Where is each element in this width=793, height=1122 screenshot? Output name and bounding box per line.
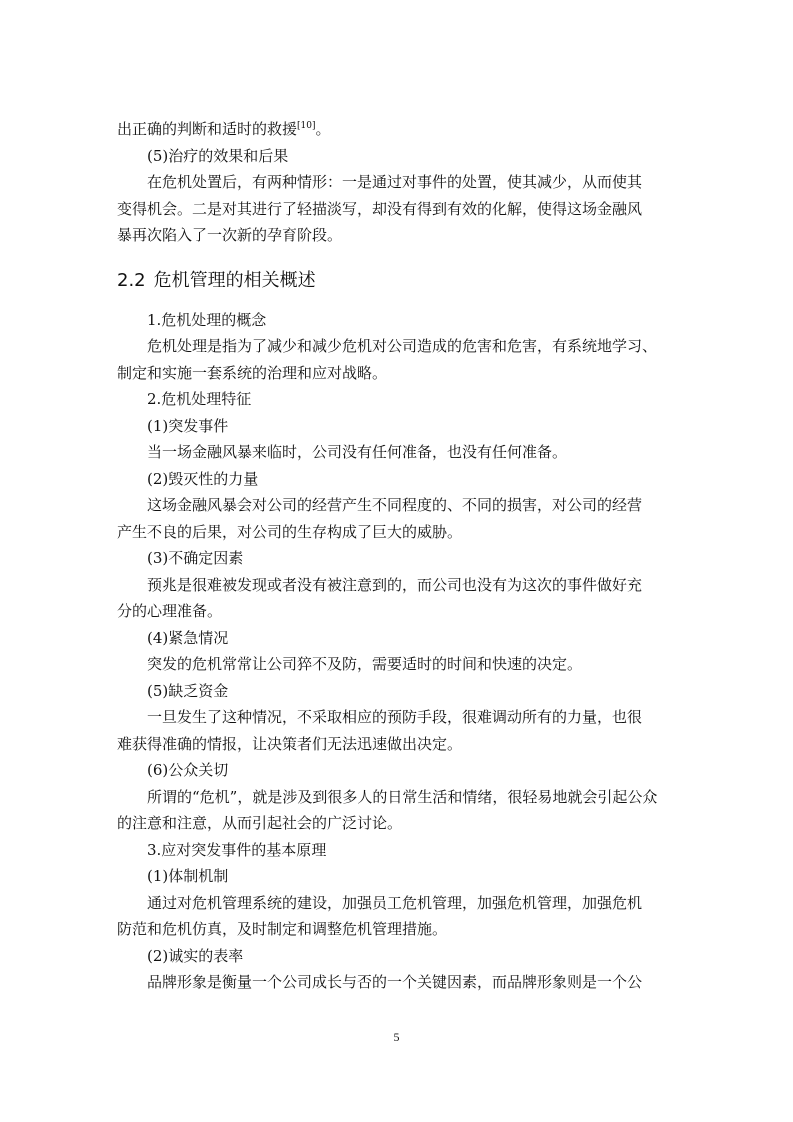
item-heading: (1)突发事件 <box>147 416 229 435</box>
section-title: 危机管理的相关概述 <box>153 269 316 291</box>
item-heading: (3)不确定因素 <box>147 549 244 567</box>
paragraph-line: 危机处理是指为了减少和减少危机对公司造成的危害和危害，有系统地学习、 <box>147 337 658 355</box>
citation-reference: [10] <box>297 121 316 131</box>
paragraph-line: 这场金融风暴会对公司的经营产生不同程度的、不同的损害，对公司的经营 <box>147 496 643 514</box>
item-heading: (2)诚实的表率 <box>147 946 244 965</box>
paragraph-line: 分的心理准备。 <box>117 602 223 620</box>
intro-text: 出正确的判断和适时的救援 <box>117 120 298 138</box>
page-content <box>117 116 677 996</box>
item-heading: (4)紧急情况 <box>147 628 229 647</box>
paragraph-line: 通过对危机管理系统的建设，加强员工危机管理，加强危机管理，加强危机 <box>147 893 643 912</box>
section-heading <box>117 267 677 295</box>
subsection-heading: 1.危机处理的概念 <box>147 310 267 329</box>
paragraph-line: 当一场金融风暴来临时，公司没有任何准备，也没有任何准备。 <box>147 443 568 461</box>
item-heading: (6)公众关切 <box>147 761 229 779</box>
subsection-heading: 3.应对突发事件的基本原理 <box>147 840 327 859</box>
intro-end: 。 <box>315 120 331 138</box>
section-number: 2.2 <box>117 269 146 291</box>
paragraph-line: 一旦发生了这种情况，不采取相应的预防手段，很难调动所有的力量，也很 <box>147 708 643 726</box>
paragraph-line: 暴再次陷入了一次新的孕育阶段。 <box>117 226 343 244</box>
paragraph-line: 的注意和注意，从而引起社会的广泛讨论。 <box>117 814 403 832</box>
paragraph-line: 所谓的“危机”，就是涉及到很多人的日常生活和情绪，很轻易地就会引起公众 <box>147 787 658 806</box>
item-heading: (5)治疗的效果和后果 <box>147 146 289 165</box>
paragraph-line: 制定和实施一套系统的治理和应对战略。 <box>117 363 388 382</box>
paragraph-line: 突发的危机常常让公司猝不及防，需要适时的时间和快速的决定。 <box>147 655 583 673</box>
intro-paragraph <box>117 116 677 143</box>
paragraph-line: 预兆是很难被发现或者没有被注意到的，而公司也没有为这次的事件做好充 <box>147 575 643 594</box>
paragraph-line: 防范和危机仿真，及时制定和调整危机管理措施。 <box>117 920 448 938</box>
subsection-heading: 2.危机处理特征 <box>147 390 252 408</box>
paragraph-line: 品牌形象是衡量一个公司成长与否的一个关键因素，而品牌形象则是一个公 <box>147 973 643 991</box>
item-heading: (2)毁灭性的力量 <box>147 469 259 488</box>
item-heading: (1)体制机制 <box>147 867 229 885</box>
paragraph-line: 在危机处置后，有两种情形：一是通过对事件的处置，使其减少，从而使其 <box>147 173 643 191</box>
item-heading: (5)缺乏资金 <box>147 681 229 700</box>
paragraph-line: 变得机会。二是对其进行了轻描淡写，却没有得到有效的化解，使得这场金融风 <box>117 199 643 218</box>
paragraph-line: 产生不良的后果，对公司的生存构成了巨大的威胁。 <box>117 522 463 541</box>
paragraph-line: 难获得准确的情报，让决策者们无法迅速做出决定。 <box>117 734 463 753</box>
page-number: 5 <box>393 1030 400 1044</box>
